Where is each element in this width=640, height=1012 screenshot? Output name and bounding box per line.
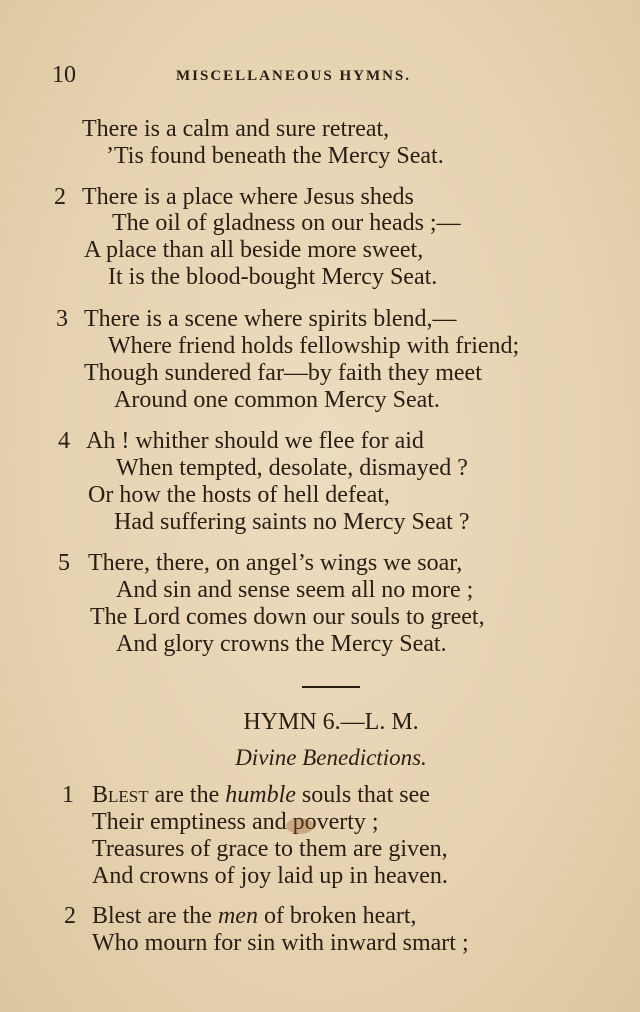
running-title: MISCELLANEOUS HYMNS. <box>176 68 412 84</box>
stanza-5-line-3: The Lord comes down our souls to greet, <box>90 604 485 630</box>
hymn6-stanza-2-line-2: Who mourn for sin with inward smart ; <box>92 930 469 956</box>
stanza-4-line-1: Ah ! whither should we flee for aid <box>86 428 424 454</box>
stanza-number: 4 <box>58 428 70 454</box>
small-caps-lead: Blest <box>92 782 149 808</box>
stanza-5-line-1: There, there, on angel’s wings we soar, <box>88 550 463 576</box>
stanza-2-line-2: The oil of gladness on our heads ;— <box>112 210 461 236</box>
hymn6-stanza-1-line-4: And crowns of joy laid up in heaven. <box>92 863 448 889</box>
hymn6-stanza-1-line-2: Their emptiness and poverty ; <box>92 809 379 835</box>
stanza-number: 1 <box>62 782 74 808</box>
stanza-3-line-4: Around one common Mercy Seat. <box>114 387 440 413</box>
line-text: souls that see <box>295 782 430 808</box>
italic-word: humble <box>225 782 296 808</box>
stanza-5-line-4: And glory crowns the Mercy Seat. <box>116 631 447 657</box>
stanza-number: 3 <box>56 306 68 332</box>
opening-line-1: There is a calm and sure retreat, <box>82 116 390 142</box>
italic-word: men <box>217 903 258 929</box>
stanza-2-line-3: A place than all beside more sweet, <box>84 237 424 263</box>
stanza-3-line-1: There is a scene where spirits blend,— <box>84 306 457 332</box>
hymn6-stanza-1-line-1 <box>92 781 430 809</box>
line-text: of broken heart, <box>257 903 417 929</box>
stanza-4-line-2: When tempted, desolate, dismayed ? <box>116 455 468 481</box>
page-number: 10 <box>52 62 76 88</box>
stanza-number: 5 <box>58 550 70 576</box>
line-text: are the <box>148 782 226 808</box>
stanza-3-line-3: Though sundered far—by faith they meet <box>84 360 482 386</box>
section-divider <box>302 686 360 688</box>
stanza-number: 2 <box>54 184 66 210</box>
line-text: Blest are the <box>92 903 218 929</box>
stanza-number: 2 <box>64 903 76 929</box>
stanza-3-line-2: Where friend holds fellowship with friend; <box>108 333 520 359</box>
stanza-4-line-3: Or how the hosts of hell defeat, <box>88 482 390 508</box>
hymn6-stanza-2-line-1 <box>92 902 417 930</box>
paper-stain <box>286 818 314 834</box>
running-head <box>0 62 640 92</box>
stanza-2-line-1: There is a place where Jesus sheds <box>82 184 414 210</box>
opening-line-2: ’Tis found beneath the Mercy Seat. <box>106 143 444 169</box>
hymn-subtitle: Divine Benedictions. <box>235 745 427 770</box>
hymn-title: HYMN 6.—L. M. <box>243 709 419 735</box>
hymn6-stanza-1-line-3: Treasures of grace to them are given, <box>92 836 448 862</box>
stanza-5-line-2: And sin and sense seem all no more ; <box>116 577 474 603</box>
stanza-4-line-4: Had suffering saints no Mercy Seat ? <box>114 509 470 535</box>
stanza-2-line-4: It is the blood-bought Mercy Seat. <box>108 264 438 290</box>
